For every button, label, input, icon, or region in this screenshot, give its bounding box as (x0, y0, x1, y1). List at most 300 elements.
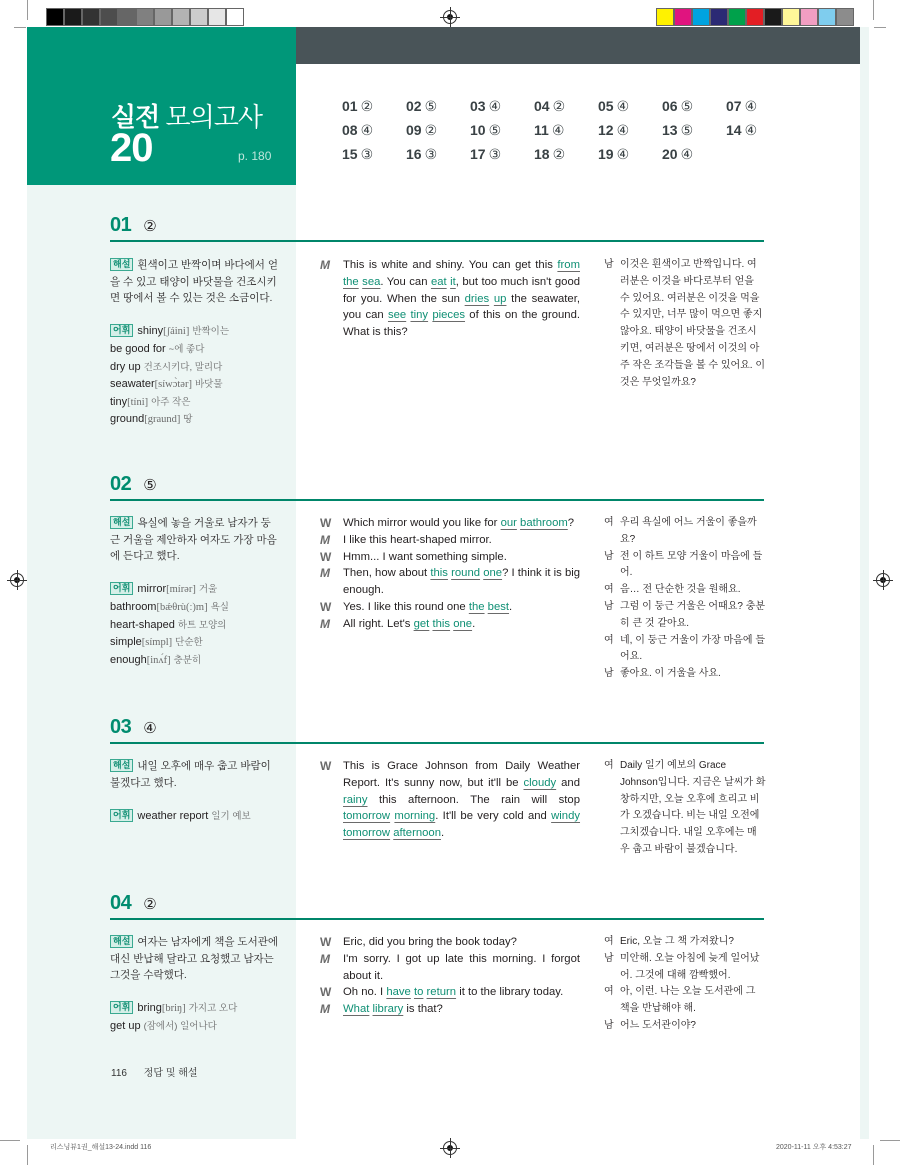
vocab-meaning: 일기 예보 (211, 810, 251, 822)
speaker-label-ko: 남 (604, 1019, 614, 1031)
answer-key-item (342, 122, 406, 138)
script-line (320, 758, 580, 842)
section-divider (110, 918, 764, 920)
explanation-column (110, 758, 280, 825)
translation-text: Daily 일기 예보의 Grace Johnson입니다. 지금은 날씨가 화창하지만, 오늘 오후에 흐리고 비가 오겠습니다. 비는 내일 오전에 그치겠습니다. 내일 오후에는 매우 춥고 바람이 불겠습니다. (620, 760, 766, 855)
color-swatch (746, 8, 764, 26)
color-swatch (800, 8, 818, 26)
answer-key-item (534, 122, 598, 138)
vocab-phonetic: [tíni] (127, 396, 149, 408)
highlighted-word: one (453, 617, 473, 630)
script-fragment: it to the library today. (456, 986, 564, 999)
script-line (320, 599, 580, 616)
script-line (320, 934, 580, 951)
section-number: 04 (110, 892, 132, 914)
script-fragment: Hmm... I want something simple. (343, 550, 507, 563)
translation-text: 네, 이 둥근 거울이 가장 마음에 들어요. (620, 634, 766, 663)
vocab-word: ground (110, 413, 145, 426)
title-bold: 실전 (111, 102, 160, 132)
script-line (320, 515, 580, 532)
script-line (320, 565, 580, 599)
highlighted-word: morning (394, 810, 436, 823)
script-fragment: This is white and shiny. You can get this (343, 259, 558, 271)
question-number: 04 (534, 98, 550, 114)
color-swatch (136, 8, 154, 26)
script-fragment: the seawater, you can (343, 292, 580, 322)
vocab-phonetic: [mírər] (166, 584, 196, 596)
vocab-meaning: 거울 (198, 584, 218, 596)
script-fragment: Which mirror would you like for (343, 517, 501, 529)
translation-line (604, 934, 766, 951)
registration-mark-icon (10, 573, 24, 587)
answer-key-item (534, 146, 598, 162)
question-number: 14 (726, 122, 742, 138)
highlighted-word: tomorrow (343, 810, 391, 823)
vocab-meaning: 충분히 (173, 654, 202, 666)
script-text (343, 1001, 580, 1018)
explanation-tag: 해설 (110, 516, 133, 529)
vocab-word: be good for (110, 342, 166, 355)
vocab-meaning: 욕실 (210, 601, 229, 613)
crop-mark (873, 0, 874, 20)
speaker-label-ko: 남 (604, 668, 614, 680)
question-number: 09 (406, 122, 422, 138)
vocab-tag: 어휘 (110, 324, 133, 337)
explanation-tag: 해설 (110, 258, 133, 271)
color-swatch (46, 8, 64, 26)
translation-text: 어느 도서관이야? (620, 1019, 696, 1031)
speaker-label-ko: 여 (604, 936, 614, 947)
answer-key-item (470, 98, 534, 114)
explanation-text: 흰색이고 반짝이며 바다에서 얻을 수 있고 태양이 바닷물을 건조시키면 땅에서 볼 수 있는 것은 소금이다. (110, 259, 279, 305)
script-column (320, 257, 580, 341)
color-swatch (64, 8, 82, 26)
speaker-label-ko: 여 (604, 517, 614, 528)
answer-choice: ② (424, 122, 438, 138)
color-swatch (818, 8, 836, 26)
script-text (343, 616, 580, 633)
script-fragment: ? (567, 517, 575, 529)
answer-choice: ④ (744, 122, 758, 138)
script-fragment: Yes. I like this round one (343, 600, 469, 613)
highlighted-word: dries (464, 292, 490, 305)
color-swatch (172, 8, 190, 26)
vocab-phonetic: [símpl] (141, 637, 173, 649)
speaker-label: W (320, 985, 332, 1000)
vocab-tag: 어휘 (110, 1001, 133, 1014)
explanation-column (110, 257, 280, 429)
highlighted-word: have (386, 986, 411, 999)
answer-choice: ③ (424, 146, 438, 162)
answer-choice: ③ (488, 146, 502, 162)
speaker-label: M (320, 532, 330, 547)
section-heading (110, 473, 157, 496)
highlighted-word: pieces (432, 309, 466, 322)
speaker-label: M (320, 616, 330, 631)
color-swatch (154, 8, 172, 26)
highlighted-word: to (413, 986, 424, 999)
explanation-paragraph (110, 257, 280, 307)
answer-choice: ④ (551, 122, 565, 138)
highlighted-word: best (487, 600, 510, 613)
highlighted-word: it (450, 275, 456, 288)
highlighted-word: the (468, 600, 485, 613)
color-swatch (674, 8, 692, 26)
vocab-word: seawater (110, 378, 155, 391)
explanation-paragraph (110, 515, 280, 565)
script-fragment: All right. Let's (343, 617, 414, 630)
page-footer (111, 1064, 198, 1079)
speaker-label-ko: 여 (604, 760, 614, 771)
highlighted-word: this (430, 567, 448, 580)
vocab-word: shiny (137, 325, 164, 338)
answer-key-item (598, 122, 662, 138)
vocab-item (110, 808, 280, 826)
highlighted-word: cloudy (523, 776, 557, 789)
question-number: 02 (406, 98, 422, 114)
script-fragment: and (556, 776, 580, 789)
vocab-phonetic: [inʌ́f] (146, 654, 171, 666)
vocab-meaning: 반짝이는 (192, 326, 230, 338)
vocab-word: enough (110, 653, 147, 666)
vocab-phonetic: [bǽθrù(ː)m] (156, 601, 208, 613)
script-fragment: Then, how about (343, 567, 431, 580)
section-heading (110, 214, 157, 237)
speaker-label: M (320, 1002, 330, 1017)
vocab-item (110, 341, 280, 359)
speaker-label-ko: 남 (604, 600, 614, 612)
script-line (320, 951, 580, 985)
color-swatch (710, 8, 728, 26)
spacer (110, 791, 280, 808)
section-answer: ④ (143, 720, 157, 737)
section-heading (110, 716, 157, 739)
page-reference: p. 180 (238, 149, 272, 163)
script-text (343, 549, 580, 566)
highlighted-word: our (500, 517, 517, 529)
speaker-label-ko: 여 (604, 584, 614, 596)
script-text (343, 515, 580, 532)
explanation-column (110, 515, 280, 669)
vocab-meaning: 땅 (183, 414, 193, 426)
answer-key-item (598, 146, 662, 162)
vocab-word: mirror (137, 583, 167, 596)
translation-text: 전 이 하트 모양 거울이 마음에 들어. (620, 550, 763, 579)
answer-choice: ④ (616, 146, 630, 162)
highlighted-word: from (557, 259, 580, 271)
highlighted-word: eat (430, 275, 447, 288)
vocab-item (110, 634, 280, 652)
translation-line (604, 599, 766, 633)
crop-mark (27, 0, 28, 20)
color-swatch (100, 8, 118, 26)
color-swatch (728, 8, 746, 26)
explanation-column (110, 934, 280, 1036)
color-swatch (764, 8, 782, 26)
question-number: 10 (470, 122, 486, 138)
translation-text: 좋아요. 이 거울을 사요. (620, 668, 721, 680)
script-fragment: . It'll be very cold and (435, 810, 552, 823)
explanation-paragraph (110, 758, 280, 791)
script-column (320, 515, 580, 633)
highlighted-word: windy (551, 810, 581, 823)
script-fragment: Eric, did you bring the book today? (343, 936, 517, 948)
question-number: 01 (342, 98, 358, 114)
explanation-tag: 해설 (110, 759, 133, 772)
spacer (110, 984, 280, 1001)
answer-choice: ② (360, 98, 374, 114)
translation-line (604, 633, 766, 667)
answer-choice: ④ (360, 122, 374, 138)
highlighted-word: get (413, 617, 430, 630)
vocab-meaning: 건조시키다, 말리다 (143, 361, 223, 373)
speaker-label: W (320, 935, 332, 949)
answer-key-item (534, 98, 598, 114)
script-text (343, 532, 580, 549)
script-fragment: this afternoon. The rain will stop (367, 793, 580, 806)
highlighted-word: one (483, 567, 503, 580)
color-swatch (782, 8, 800, 26)
speaker-label: M (320, 258, 330, 272)
question-number: 06 (662, 98, 678, 114)
color-swatch (836, 8, 854, 26)
translation-line (604, 549, 766, 583)
speaker-label-ko: 남 (604, 259, 614, 270)
speaker-label: W (320, 549, 332, 564)
speaker-label-ko: 여 (604, 634, 614, 646)
question-number: 08 (342, 122, 358, 138)
answer-choice: ② (552, 98, 566, 114)
question-number: 12 (598, 122, 614, 138)
crop-mark (0, 1140, 20, 1141)
color-swatch (656, 8, 674, 26)
script-fragment: is that? (403, 1003, 443, 1016)
question-number: 05 (598, 98, 614, 114)
answer-choice: ③ (360, 146, 374, 162)
crop-mark (14, 27, 26, 28)
translation-column (604, 758, 766, 859)
translation-line (604, 257, 766, 391)
script-line (320, 549, 580, 566)
script-column (320, 934, 580, 1018)
speaker-label: W (320, 516, 332, 530)
section-number: 03 (110, 716, 132, 738)
script-text (343, 565, 580, 599)
translation-line (604, 1018, 766, 1035)
answer-key-item (470, 122, 534, 138)
print-slug-file: 리스닝뷰1권_해설13-24.indd 116 (50, 1144, 152, 1151)
question-number: 20 (662, 146, 678, 162)
vocab-item (110, 652, 280, 670)
vocab-item (110, 599, 280, 617)
vocab-word: bring (137, 1002, 162, 1015)
vocab-meaning: ~에 좋다 (168, 343, 205, 355)
spacer (110, 307, 280, 324)
answer-choice: ⑤ (680, 98, 694, 114)
vocab-item (110, 411, 280, 429)
question-number: 15 (342, 146, 358, 162)
translation-text: 우리 욕실에 어느 거울이 좋을까요? (620, 517, 757, 545)
page-number: 116 (111, 1068, 127, 1079)
vocab-phonetic: [síwɔ̀tər] (154, 379, 192, 391)
header-dark-band (296, 27, 860, 64)
question-number: 17 (470, 146, 486, 162)
script-column (320, 758, 580, 842)
question-number: 19 (598, 146, 614, 162)
vocab-word: tiny (110, 395, 128, 408)
speaker-label: M (320, 951, 330, 966)
translation-text: 이것은 흰색이고 반짝입니다. 여러분은 이것을 바다로부터 얻을 수 있어요. 여러분은 이것을 먹을 수 있지만, 너무 많이 먹으면 좋지 않아요. 태양이 바닷물을 건조시키면, 여러분은 땅에서 이것의 아주 작은 조각들을 볼 수 있어요. 이것은 무엇일까요? (620, 259, 766, 388)
vocab-item (110, 359, 280, 377)
speaker-label: W (320, 599, 332, 614)
explanation-text: 여자는 남자에게 책을 도서관에 대신 반납해 달라고 요청했고 남자는 그것을 수락했다. (110, 936, 279, 982)
vocab-word: heart-shaped (110, 618, 175, 631)
speaker-label: W (320, 759, 332, 773)
highlighted-word: What (343, 1003, 370, 1016)
vocab-item (110, 1018, 280, 1036)
answer-key-item (406, 146, 470, 162)
highlighted-word: afternoon (393, 827, 441, 840)
answer-key-item (726, 98, 790, 114)
vocab-item (110, 394, 280, 412)
color-swatch (208, 8, 226, 26)
section-divider (110, 240, 764, 242)
translation-line (604, 666, 766, 683)
explanation-text: 내일 오후에 매우 춥고 바람이 불겠다고 했다. (110, 760, 271, 789)
answer-key-item (662, 98, 726, 114)
color-swatch (82, 8, 100, 26)
highlighted-word: round (451, 567, 481, 580)
answer-key-item (470, 146, 534, 162)
translation-line (604, 582, 766, 599)
answer-choice: ⑤ (424, 98, 438, 114)
vocab-phonetic: [graund] (144, 414, 181, 426)
highlighted-word: library (372, 1003, 404, 1016)
speaker-label-ko: 남 (604, 550, 614, 562)
question-number: 11 (534, 122, 549, 138)
title-light: 모의고사 (165, 102, 262, 132)
answer-key-grid (342, 98, 790, 162)
vocab-meaning: (잠에서) 일어나다 (143, 1020, 217, 1032)
answer-key-item (726, 122, 790, 138)
script-text (343, 984, 580, 1001)
translation-text: 그럼 이 둥근 거울은 어때요? 충분히 큰 것 같아요. (620, 600, 766, 629)
color-swatch (190, 8, 208, 26)
answer-choice: ② (552, 146, 566, 162)
explanation-tag: 해설 (110, 935, 133, 948)
answer-choice: ④ (488, 98, 502, 114)
question-number: 03 (470, 98, 486, 114)
script-fragment: This is Grace Johnson from Daily Weather Report. It's sunny now, but it'll be (343, 760, 580, 789)
vocab-word: get up (110, 1019, 141, 1032)
vocab-word: simple (110, 636, 142, 649)
highlighted-word: the (343, 275, 359, 288)
script-fragment: I like this heart-shaped mirror. (343, 533, 492, 546)
translation-column (604, 515, 766, 683)
script-fragment: I'm sorry. I got up late this morning. I forgot about it. (343, 952, 580, 982)
section-divider (110, 742, 764, 744)
answer-choice: ④ (680, 146, 694, 162)
translation-line (604, 984, 766, 1018)
script-fragment: . (472, 617, 476, 630)
crop-mark (880, 1140, 900, 1141)
question-number: 07 (726, 98, 742, 114)
script-line (320, 616, 580, 633)
script-line (320, 257, 580, 341)
answer-key-item (342, 98, 406, 114)
vocab-item (110, 581, 280, 599)
highlighted-word: rainy (343, 793, 368, 806)
vocab-meaning: 단순한 (175, 637, 203, 649)
translation-line (604, 951, 766, 985)
vocab-item (110, 1000, 280, 1018)
answer-key-item (406, 122, 470, 138)
answer-choice: ④ (616, 122, 630, 138)
script-fragment: Oh no. I (343, 986, 387, 999)
translation-column (604, 934, 766, 1035)
highlighted-word: tomorrow (343, 827, 391, 840)
question-number: 18 (534, 146, 550, 162)
vocab-item (110, 617, 280, 635)
section-divider (110, 499, 764, 501)
highlighted-word: this (432, 617, 451, 630)
section-number: 01 (110, 214, 132, 236)
highlighted-word: up (493, 292, 507, 305)
answer-key-item (598, 98, 662, 114)
script-fragment: . (440, 827, 445, 840)
registration-mark-icon (876, 573, 890, 587)
vocab-meaning: 바닷물 (194, 379, 223, 391)
script-line (320, 532, 580, 549)
script-text (343, 257, 580, 341)
crop-mark (27, 1145, 28, 1165)
answer-key-item (662, 122, 726, 138)
explanation-paragraph (110, 934, 280, 984)
answer-key-item (406, 98, 470, 114)
highlighted-word: see (387, 309, 407, 322)
script-text (343, 934, 580, 951)
script-text (343, 758, 580, 842)
highlighted-word: sea (362, 275, 381, 288)
answer-key-item (662, 146, 726, 162)
highlighted-word: tiny (410, 309, 429, 322)
answer-key-item (342, 146, 406, 162)
crop-mark (873, 1145, 874, 1165)
section-answer: ② (143, 896, 157, 913)
vocab-phonetic: [ʃáini] (163, 326, 190, 338)
translation-line (604, 758, 766, 859)
answer-choice: ⑤ (680, 122, 694, 138)
crop-mark (874, 27, 886, 28)
script-fragment: . You can (380, 275, 431, 288)
script-line (320, 984, 580, 1001)
translation-text: 미안해. 오늘 아침에 늦게 일어났어. 그것에 대해 깜빡했어. (620, 952, 760, 981)
translation-column (604, 257, 766, 391)
question-number: 16 (406, 146, 422, 162)
vocab-tag: 어휘 (110, 809, 133, 822)
section-answer: ⑤ (143, 477, 157, 494)
answer-choice: ⑤ (488, 122, 502, 138)
color-swatch (226, 8, 244, 26)
color-swatch (692, 8, 710, 26)
answer-choice: ④ (616, 98, 630, 114)
spacer (110, 565, 280, 582)
explanation-text: 욕실에 놓을 거울로 남자가 둥근 거울을 제안하자 여자도 가장 마음에 든다고 했다. (110, 517, 277, 563)
cmyk-color-bar (656, 8, 854, 26)
vocab-meaning: 가지고 오다 (188, 1003, 238, 1015)
script-text (343, 599, 580, 616)
vocab-tag: 어휘 (110, 582, 133, 595)
